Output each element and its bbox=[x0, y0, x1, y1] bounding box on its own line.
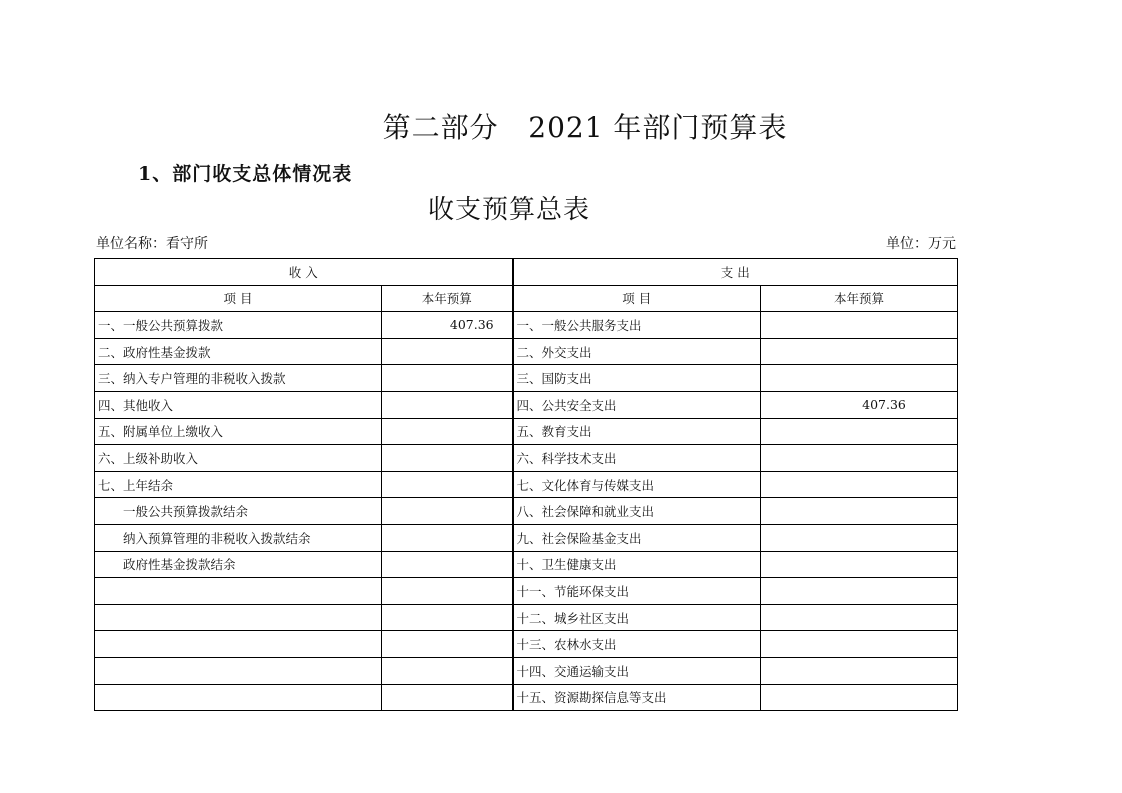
expense-budget-value bbox=[761, 657, 958, 684]
unit-money: 单位：万元 bbox=[886, 236, 956, 252]
expense-item-label: 二、外交支出 bbox=[513, 338, 761, 365]
table-row bbox=[95, 604, 958, 631]
table-row bbox=[95, 657, 958, 684]
group-header-row bbox=[95, 259, 958, 286]
section-title: 1、部门收支总体情况表 bbox=[138, 163, 353, 185]
expense-item-label: 四、公共安全支出 bbox=[513, 391, 761, 418]
income-item-label bbox=[95, 578, 382, 605]
table-row bbox=[95, 418, 958, 445]
expense-budget-value bbox=[761, 578, 958, 605]
expense-budget-value bbox=[761, 631, 958, 658]
expense-item-label: 十二、城乡社区支出 bbox=[513, 604, 761, 631]
expense-item-label: 十四、交通运输支出 bbox=[513, 657, 761, 684]
expense-item-label: 九、社会保险基金支出 bbox=[513, 524, 761, 551]
expense-item-label: 七、文化体育与传媒支出 bbox=[513, 471, 761, 498]
table-title: 收支预算总表 bbox=[427, 195, 590, 225]
income-item-label bbox=[95, 631, 382, 658]
expense-budget-value bbox=[761, 524, 958, 551]
income-budget-value bbox=[382, 471, 513, 498]
expense-budget-value bbox=[761, 684, 958, 711]
income-budget-value: 407.36 bbox=[382, 312, 513, 339]
expense-budget-header: 本年预算 bbox=[761, 285, 958, 312]
income-item-label bbox=[95, 604, 382, 631]
income-budget-value bbox=[382, 445, 513, 472]
expense-budget-value bbox=[761, 312, 958, 339]
income-budget-value bbox=[382, 524, 513, 551]
expense-budget-value bbox=[761, 418, 958, 445]
column-header-row bbox=[95, 285, 958, 312]
income-budget-value bbox=[382, 365, 513, 392]
expense-item-label: 六、科学技术支出 bbox=[513, 445, 761, 472]
unit-name: 单位名称：看守所 bbox=[96, 236, 208, 252]
income-budget-value bbox=[382, 418, 513, 445]
expense-budget-value bbox=[761, 604, 958, 631]
income-budget-value bbox=[382, 657, 513, 684]
table-row bbox=[95, 391, 958, 418]
income-budget-value bbox=[382, 631, 513, 658]
income-item-label: 政府性基金拨款结余 bbox=[95, 551, 382, 578]
part-title: 第二部分 2021 年部门预算表 bbox=[382, 111, 788, 144]
expense-budget-value bbox=[761, 365, 958, 392]
expense-item-label: 十、卫生健康支出 bbox=[513, 551, 761, 578]
income-budget-value bbox=[382, 578, 513, 605]
income-item-label: 纳入预算管理的非税收入拨款结余 bbox=[95, 524, 382, 551]
income-item-label bbox=[95, 684, 382, 711]
income-item-label: 四、其他收入 bbox=[95, 391, 382, 418]
table-row bbox=[95, 471, 958, 498]
expense-budget-value bbox=[761, 471, 958, 498]
income-budget-value bbox=[382, 604, 513, 631]
expense-item-label: 十三、农林水支出 bbox=[513, 631, 761, 658]
income-budget-value bbox=[382, 684, 513, 711]
table-row bbox=[95, 551, 958, 578]
expense-item-label: 十五、资源勘探信息等支出 bbox=[513, 684, 761, 711]
income-item-label: 六、上级补助收入 bbox=[95, 445, 382, 472]
income-group-header: 收 入 bbox=[95, 259, 513, 286]
table-row bbox=[95, 578, 958, 605]
table-row bbox=[95, 445, 958, 472]
budget-summary-table bbox=[94, 258, 958, 711]
expense-budget-value bbox=[761, 551, 958, 578]
income-item-label: 二、政府性基金拨款 bbox=[95, 338, 382, 365]
expense-budget-value bbox=[761, 338, 958, 365]
expense-budget-value bbox=[761, 445, 958, 472]
expense-item-label: 五、教育支出 bbox=[513, 418, 761, 445]
income-budget-header: 本年预算 bbox=[382, 285, 513, 312]
income-item-label: 一般公共预算拨款结余 bbox=[95, 498, 382, 525]
expense-item-header: 项 目 bbox=[513, 285, 761, 312]
income-item-label: 七、上年结余 bbox=[95, 471, 382, 498]
table-row bbox=[95, 524, 958, 551]
table-row bbox=[95, 365, 958, 392]
income-item-label: 三、纳入专户管理的非税收入拨款 bbox=[95, 365, 382, 392]
expense-item-label: 一、一般公共服务支出 bbox=[513, 312, 761, 339]
income-budget-value bbox=[382, 551, 513, 578]
income-item-label bbox=[95, 657, 382, 684]
expense-item-label: 十一、节能环保支出 bbox=[513, 578, 761, 605]
table-row bbox=[95, 498, 958, 525]
table-row bbox=[95, 631, 958, 658]
income-item-header: 项 目 bbox=[95, 285, 382, 312]
expense-budget-value: 407.36 bbox=[761, 391, 958, 418]
table-row bbox=[95, 312, 958, 339]
table-row bbox=[95, 684, 958, 711]
income-item-label: 五、附属单位上缴收入 bbox=[95, 418, 382, 445]
income-budget-value bbox=[382, 338, 513, 365]
expense-group-header: 支 出 bbox=[513, 259, 958, 286]
expense-item-label: 三、国防支出 bbox=[513, 365, 761, 392]
income-budget-value bbox=[382, 498, 513, 525]
income-item-label: 一、一般公共预算拨款 bbox=[95, 312, 382, 339]
expense-item-label: 八、社会保障和就业支出 bbox=[513, 498, 761, 525]
table-row bbox=[95, 338, 958, 365]
expense-budget-value bbox=[761, 498, 958, 525]
budget-table-body bbox=[95, 259, 958, 711]
income-budget-value bbox=[382, 391, 513, 418]
